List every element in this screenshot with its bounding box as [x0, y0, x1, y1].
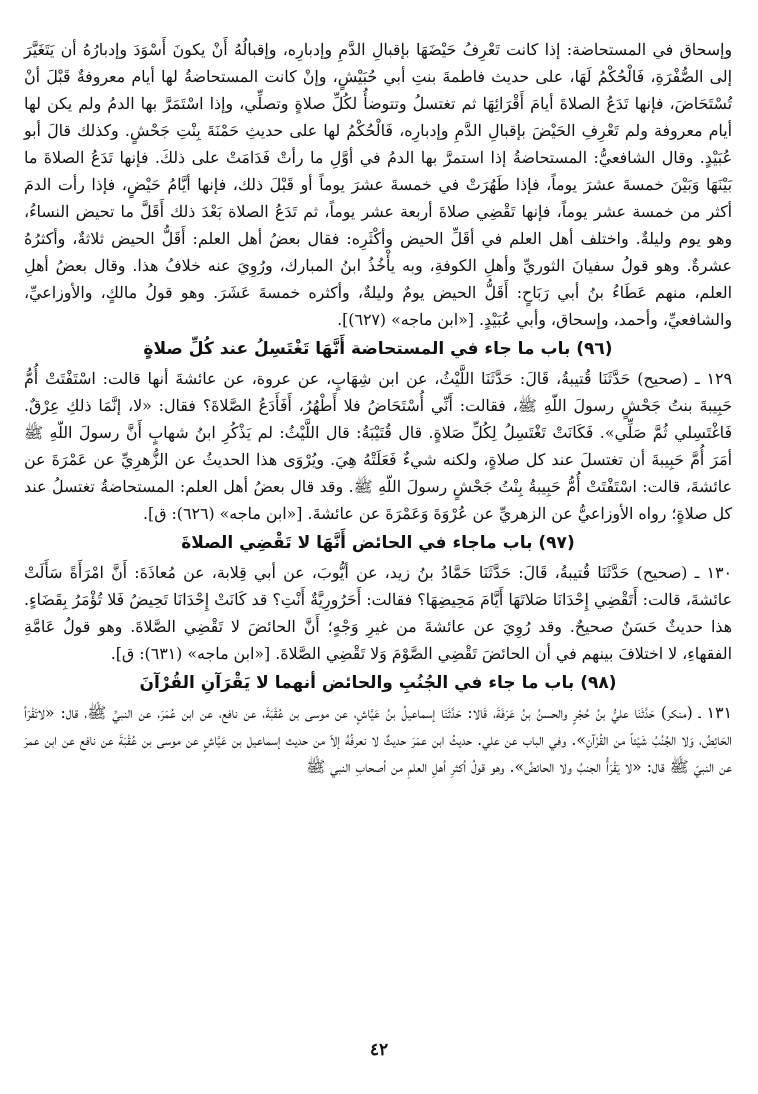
hadith-131: ١٣١ ـ (منكر) حَدَّثَنَا عليُّ بنُ حُجْرٍ والحسنُ بنُ عَرَفَةَ، قَالا: حَدَّثَنَا إسماعيلُ بنُ عَيَّاشٍ، عن موسى بن عُقْبَةَ، عن نافع، عن ابن عُمَرَ، عن النبيِّ ﷺ، قال: «لاتَقْرَأ الحَائِضُ، وَلا الجُنُبُ شَيْئاً من القُرْآنِ». وفي الباب عن علي. حديثُ ابن عمَرَ حديثٌ لا نعرفُهُ إلاّ من حديث إسماعيل بن عَيَّاشٍ عن موسى بن عُقْبَةَ عن نافع عن ابن عمرَ عن النبيّ ﷺ قال: «لا يَقْرَأُ الجنبُ ولا الحائضُ». وهو قولُ أكثرِ أهلِ العلمِ من أصحابِ النبي ﷺ [24, 703, 732, 776]
chapter-title-98: (٩٨) باب ما جاء في الجُنُبِ والحائض أنهما لا يَقْرَآنِ القُرْآنَ [139, 673, 617, 693]
hadith-130: ١٣٠ ـ (صحيح) حَدَّثَنَا قُتيبةُ، قَالَ: حَدَّثَنَا حَمَّادُ بنُ زيد، عن أيُّوبَ، عن أبي قِلابة، عن مُعاذَةَ: أَنَّ امْرَأَةً سَأَلَتْ عائشةَ، قالت: أَتَقْضِي إِحْدَانَا صَلاتَهَا أَيَّامَ مَحِيضِهَا؟ فقالت: أَحَرُورِيَّةٌ أَنْتِ؟ قد كَانَتْ إِحْدَانَا تَحِيضُ فَلا تُؤْمَرُ بِقَضَاءٍ. هذا حديثٌ حَسَنٌ صحيحٌ. وقد رُوِيَ عن عائشةَ من غيرِ وَجْهٍ؛ أَنَّ الحائضَ لا تَقْضِي الصَّلاةَ. وهو قولُ عَامَّةِ الفقهاءِ، لا اختلافَ بينهم في أن الحائضَ تَقْضِي الصَّوْمَ وَلا تَقْضِي الصَّلاةَ. [«ابن ماجه» (٦٣١): ق]. [24, 563, 732, 663]
page-number: ٤٢ [369, 1040, 389, 1060]
intro-paragraph: وإسحاق في المستحاضة: إذا كانت تَعْرِفُ حَيْضَهَا بإقبالِ الدَّمِ وإدبارِه، وإقبالُهُ أَنْ يكونَ أَسْوَدَ وإدبارُهُ أن يَتَغَيَّرَ إلى الصُّفْرَةِ، فَالْحُكْمُ لَهَا، على حديث فاطمةَ بنتِ أبي حُبَيْشٍ، وإنْ كانت المستحاضةُ لها أيام معروفةٌ قَبْلَ أنْ تُسْتَحَاضَ، فإنها تَدَعُ الصلاةَ أيامَ أَقْرَائِهَا ثم تغتسلُ وتتوضأُ لكُلِّ صلاةٍ وتصلِّي، وإذا اسْتَمَرَّ بها الدمُ ولم يكن لها أيام معروفة ولم تَعْرِفِ الحَيْضَ بإقبالِ الدَّمِ وإدبارِه، فَالْحُكْمُ لها على حديثِ حَمْنَةَ بِنْتِ جَحْشٍ. وكذلك قالَ أبو عُبَيْدٍ. وقال الشافعيُّ: المستحاضةُ إذا استمرَّ بها الدمُ في أوَّلِ ما رأتْ فَدَامَتْ على ذلكَ. فإنها تَدَعُ الصلاةَ ما بَيْنَهَا وَبَيْنَ خمسةَ عشرَ يوماً، فإذا طَهُرَتْ في خمسةَ عشرَ يوماً أو قَبْلَ ذلك، فإنها أيَّامُ حَيْضٍ، فإذا رأت الدمَ أكثر من خمسة عشر يوماً، فإنها تَقْضِي صلاةَ أربعة عشر يوماً، ثم تَدَعُ الصلاة بَعْدَ ذلك أَقَلَّ ما تحيض النساءُ، وهو يوم وليلةٌ. واختلف أهل العلم في أقَلِّ الحيض وأكْثَرِه: فقال بعضُ أهل العلم: أَقَلُّ الحيض ثلاثةٌ، وأكثرُهُ عشرةٌ. وهو قولُ سفيانَ الثوريِّ وأهلِ الكوفةِ، وبه يأْخُذُ ابنُ المبارك، ورُوِيَ عنه خلافُ هذا. وقال بعضُ أهلِ العلم، منهم عَطَاءُ بنُ أبي رَبَاحٍ: أَقَلُّ الحيض يومٌ وليلةٌ، وأكثره خمسةَ عَشَرَ. وهو قولُ مالكٍ، والأوزاعيِّ، والشافعيِّ، وأحمد، وإسحاق، وأبي عُبَيْدٍ. [«ابن ماجه» (٦٢٧)]. [24, 40, 732, 329]
chapter-title-97: (٩٧) باب ماجاء في الحائض أَنَّهَا لا تَقْضِي الصلاةَ [181, 533, 575, 553]
hadith-129: ١٢٩ ـ (صحيح) حَدَّثَنَا قُتيبةُ، قَالَ: حَدَّثَنَا اللَّيْثُ، عن ابن شِهَابٍ، عن عروة، عن عائشةَ أنها قالت: اسْتَفْتَتْ أُمُّ حَبِيبةَ بنتُ جَحْشٍ رسولَ اللّهِ ﷺ، فقالت: أَنِّي أُسْتَحَاضُ فلا أَطْهُرُ، أَفَأَدَعُ الصَّلاةَ؟ فقال: «لا، إنَّمَا ذلكِ عِرْقٌ. فَاغْتَسِلي ثُمَّ صَلِّي». فَكَانَتْ تَغْتَسِلُ لِكُلِّ صَلاةٍ. قال قُتَيْبَةُ: قال اللَّيْثُ: لم يَذْكُرِ ابنُ شهابٍ أَنَّ رسولَ اللّهِ ﷺ أمَرَ أُمَّ حَبِيبةَ أن تغتسلَ عند كل صلاةٍ، ولكنه شيءٌ فَعَلَتْهُ هِيَ. ويُرْوَى هذا الحديثُ عن الزُّهرِيِّ عن عَمْرَةَ عن عائشةَ، قالت: اسْتَفْتَتْ أُمُّ حَبِيبةُ بِنْتُ جَحْشٍ رسولَ اللّهِ ﷺ. وقد قال بعضُ أهل العلم: المستحاضةُ تغتسلُ عند كل صلاةٍ؛ رواه الأوزاعيُّ عن الزهريِّ عن عُرْوَةَ وَعَمْرَةَ عن عائشةَ. [«ابن ماجه» (٦٢٦): ق]. [24, 369, 732, 523]
chapter-title-96: (٩٦) باب ما جاء في المستحاضة أَنَّهَا تَغْتَسِلُ عند كُلِّ صلاةٍ [143, 339, 613, 359]
